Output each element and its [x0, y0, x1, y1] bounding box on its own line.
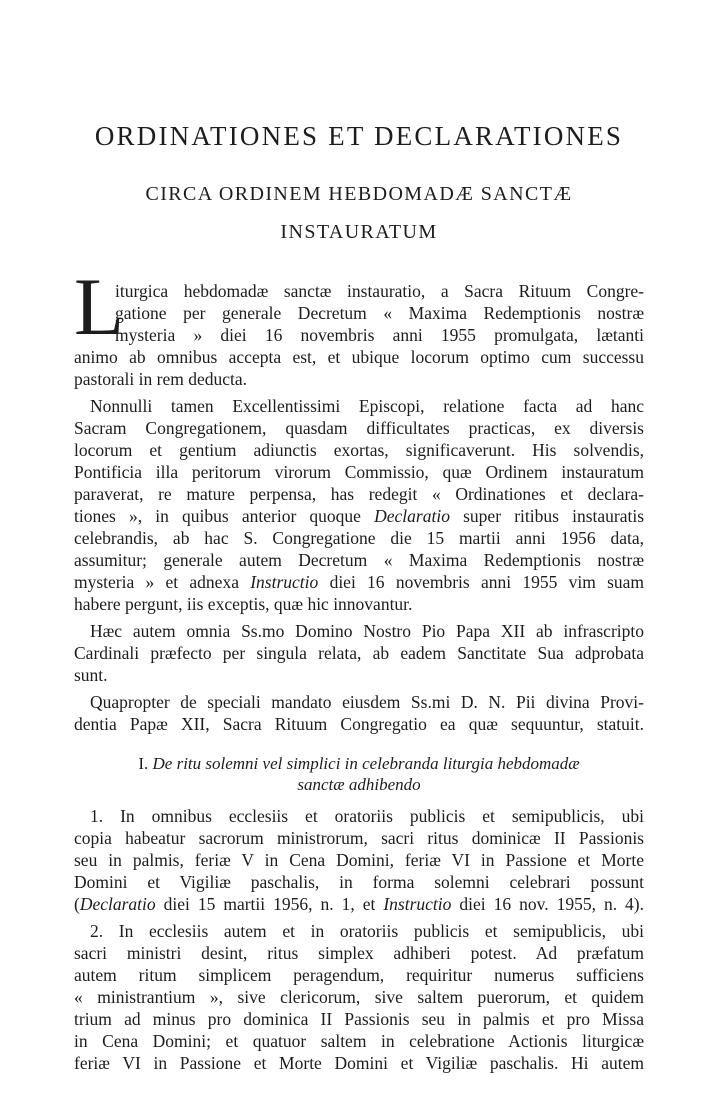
item-2-line: 2. In ecclesiis autem et in oratoriis publicis et semipublicis, ubi — [90, 921, 644, 941]
item-1-line — [74, 893, 644, 915]
paragraph-2-text: diei 16 novembris anni 1955 vim suam — [329, 572, 645, 592]
section-heading-title-continued: sanctæ adhibendo — [297, 775, 421, 794]
paragraph-1-line: pastorali in rem deducta. — [74, 369, 247, 389]
item-1-line: 1. In omnibus ecclesiis et oratoriis publicis et semipublicis, ubi — [90, 806, 644, 826]
paragraph-1-line: animo ab omnibus accepta est, et ubique locorum optimo cum successu — [74, 347, 644, 367]
item-2-line: in Cena Domini; et quatuor saltem in celebratione Actionis liturgicæ — [74, 1031, 644, 1051]
item-2-line: « ministrantium », sive clericorum, sive saltem puerorum, et quidem — [74, 987, 644, 1007]
drop-cap: L — [74, 261, 125, 352]
italic-title-instructio: Instructio — [383, 894, 452, 914]
paragraph-2-line: locorum et gentium adiunctis exortas, significaverunt. His solvendis, — [74, 440, 644, 460]
paragraph-1-line: gatione per generale Decretum « Maxima Redemptionis nostræ — [115, 303, 644, 323]
section-heading-number: I. — [138, 754, 149, 773]
paragraph-2-line: assumitur; generale autem Decretum « Maxima Redemptionis nostræ — [74, 550, 644, 570]
document-subtitle-line-2: INSTAURATUM — [280, 221, 438, 243]
document-subtitle-line-1: CIRCA ORDINEM HEBDOMADÆ SANCTÆ — [145, 183, 573, 205]
item-1-text: diei 15 martii 1956, n. 1, et — [155, 894, 384, 914]
paragraph-2-line: celebrandis, ab hac S. Congregatione die 15 martii anni 1956 data, — [74, 528, 644, 548]
paragraph-2-line: Sacram Congregationem, quasdam difficultates practicas, ex diversis — [74, 418, 644, 438]
item-1-line: Domini et Vigiliæ paschalis, in forma solemni celebrari possunt — [74, 872, 644, 892]
paragraph-2-line — [74, 505, 644, 527]
item-2-line: autem ritum simplicem peragendum, requiritur numerus sufficiens — [74, 965, 644, 985]
item-2-line: feriæ VI in Passione et Morte Domini et Vigiliæ paschalis. Hi autem — [74, 1053, 644, 1073]
section-heading-line-2 — [74, 774, 644, 795]
paragraph-1-line: iturgica hebdomadæ sanctæ instauratio, a Sacra Rituum Congre- — [115, 281, 644, 301]
item-1-text: ( — [74, 894, 80, 914]
paragraph-2-text: tiones », in quibus anterior quoque — [74, 506, 361, 526]
item-2-line: sacri ministri desint, ritus simplex adhiberi potest. Ad præfatum — [74, 943, 644, 963]
paragraph-3-line: sunt. — [74, 665, 108, 685]
paragraph-1-line: mysteria » diei 16 novembris anni 1955 promulgata, lætanti — [115, 325, 644, 345]
paragraph-4-line: Quapropter de speciali mandato eiusdem Ss.mi D. N. Pii divina Provi- — [90, 692, 644, 712]
paragraph-2-line: Pontificia illa peritorum virorum Commissio, quæ Ordinem instauratum — [74, 462, 644, 482]
document-title: ORDINATIONES ET DECLARATIONES — [94, 121, 624, 151]
italic-title-instructio: Instructio — [250, 572, 319, 592]
item-2-line: trium ad minus pro dominica II Passionis seu in palmis et pro Missa — [74, 1009, 644, 1029]
item-1-text: diei 16 nov. 1955, n. 4). — [451, 894, 645, 914]
paragraph-3-line: Hæc autem omnia Ss.mo Domino Nostro Pio Papa XII ab infrascripto — [90, 621, 644, 641]
paragraph-2-line: Nonnulli tamen Excellentissimi Episcopi, relatione facta ad hanc — [90, 396, 644, 416]
italic-title-declaratio: Declaratio — [374, 506, 450, 526]
paragraph-2-line — [74, 571, 644, 593]
paragraph-4-line: dentia Papæ XII, Sacra Rituum Congregatio ea quæ sequuntur, statuit. — [74, 714, 644, 734]
paragraph-3-line: Cardinali præfecto per singula relata, ab eadem Sanctitate Sua adprobata — [74, 643, 644, 663]
item-1-line: copia habeatur sacrorum ministrorum, sacri ritus dominicæ II Passionis — [74, 828, 644, 848]
paragraph-2-line: paraverat, re mature perpensa, has redegit « Ordinationes et declara- — [74, 484, 644, 504]
paragraph-2-text: mysteria » et adnexa — [74, 572, 239, 592]
italic-title-declaratio: Declaratio — [79, 894, 156, 914]
paragraph-2-text: super ritibus instauratis — [463, 506, 645, 526]
paragraph-2-line: habere pergunt, iis exceptis, quæ hic innovantur. — [74, 594, 413, 614]
section-heading-title: De ritu solemni vel simplici in celebranda liturgia hebdomadæ — [152, 754, 580, 773]
section-heading — [74, 753, 644, 774]
item-1-line: seu in palmis, feriæ V in Cena Domini, feriæ VI in Passione et Morte — [74, 850, 644, 870]
